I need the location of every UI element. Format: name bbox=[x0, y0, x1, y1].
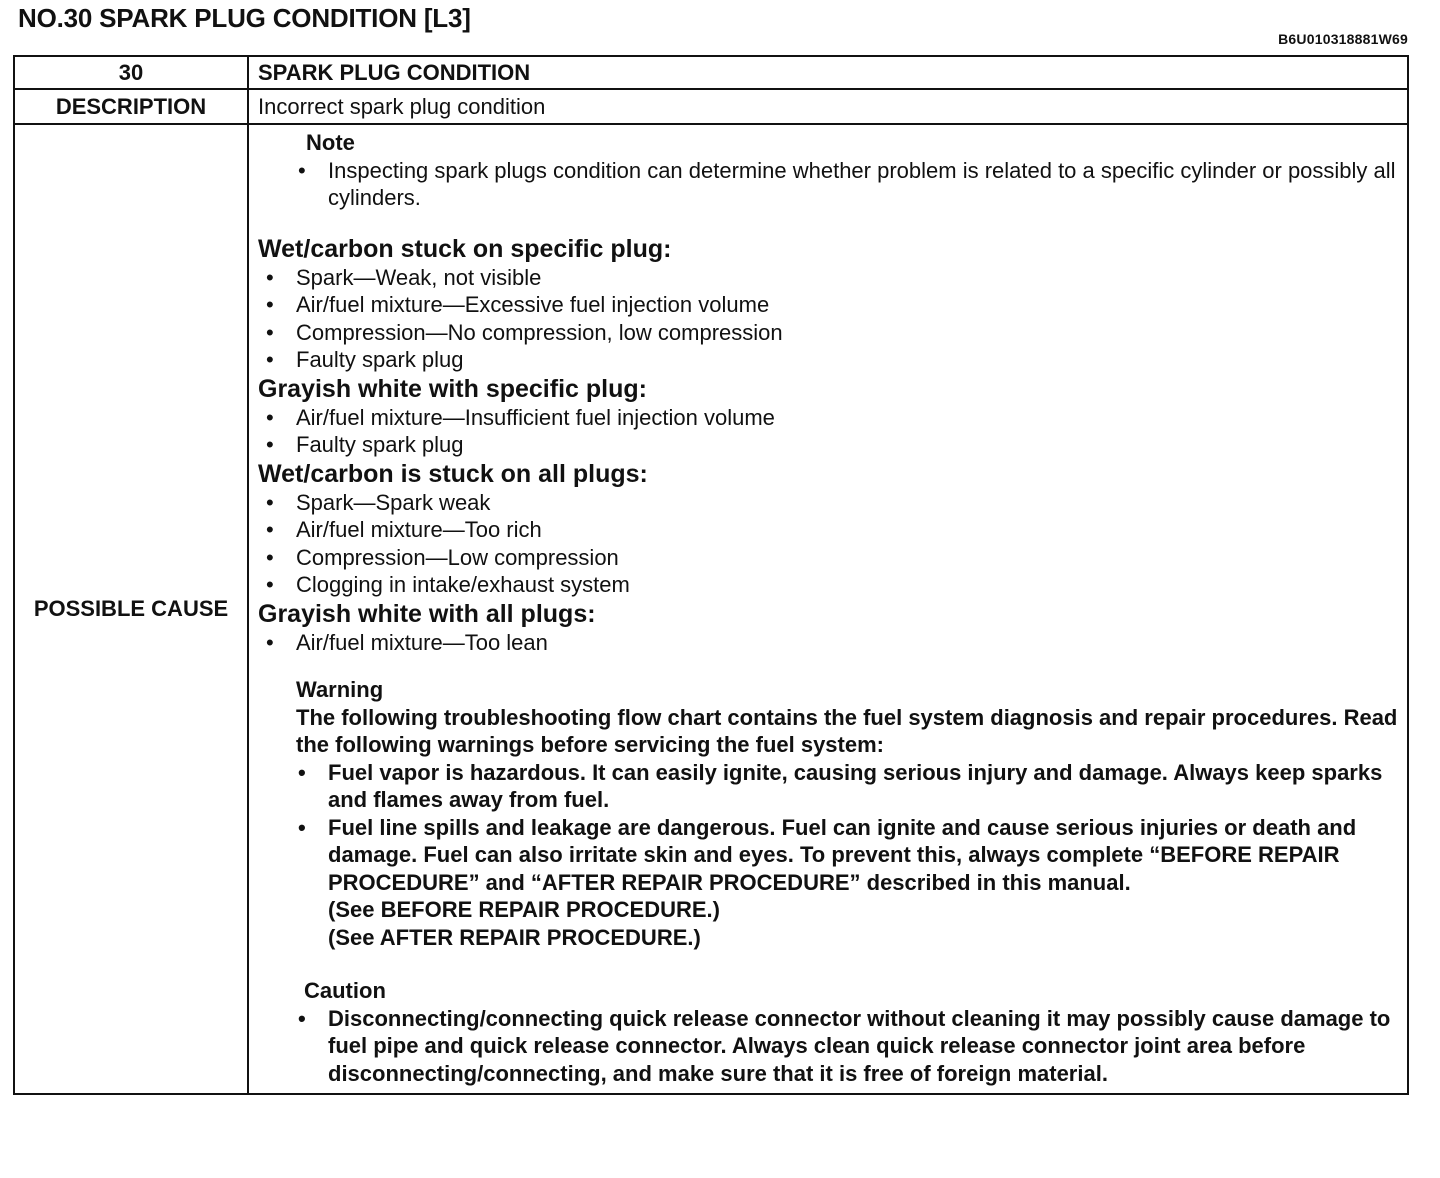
cause-group-gray-specific bbox=[258, 374, 1399, 459]
warning-item: • Fuel vapor is hazardous. It can easily ignite, causing serious injury and damage. Always keep sparks and flames away from fuel. bbox=[296, 759, 1399, 814]
table-row-header bbox=[14, 56, 1408, 89]
list-item: • Faulty spark plug bbox=[258, 346, 1399, 374]
warning-item-text: Fuel line spills and leakage are dangerous. Fuel can ignite and cause serious injuries or death and damage. Fuel can also irritate skin and eyes. To prevent this, always complete “BEFORE REPAIR PROCEDURE” and “AFTER REPAIR PROCEDURE” described in this manual. bbox=[328, 814, 1357, 895]
caution-title: Caution bbox=[304, 978, 386, 1003]
possible-cause-label: POSSIBLE CAUSE bbox=[14, 124, 248, 1094]
list-item: • Air/fuel mixture—Insufficient fuel injection volume bbox=[258, 404, 1399, 432]
caution-block bbox=[296, 977, 1399, 1087]
cause-heading: Grayish white with specific plug: bbox=[258, 374, 647, 403]
warning-title: Warning bbox=[296, 677, 384, 702]
note-title: Note bbox=[306, 130, 355, 155]
list-item: • Air/fuel mixture—Excessive fuel injection volume bbox=[258, 291, 1399, 319]
cause-group-gray-all bbox=[258, 599, 1399, 657]
table-row-description bbox=[14, 89, 1408, 124]
cause-heading: Wet/carbon is stuck on all plugs: bbox=[258, 459, 648, 488]
description-label: DESCRIPTION bbox=[14, 89, 248, 124]
note-item: • Inspecting spark plugs condition can determine whether problem is related to a specific cylinder or possibly all cylinders. bbox=[296, 157, 1399, 212]
cause-heading: Wet/carbon stuck on specific plug: bbox=[258, 234, 672, 263]
list-item: • Spark—Weak, not visible bbox=[258, 264, 1399, 292]
see-after-repair-link: (See AFTER REPAIR PROCEDURE.) bbox=[328, 924, 701, 950]
list-item: • Compression—No compression, low compression bbox=[258, 319, 1399, 347]
document-code: B6U010318881W69 bbox=[1278, 31, 1408, 47]
page-title: NO.30 SPARK PLUG CONDITION [L3] bbox=[18, 3, 471, 33]
note-block bbox=[296, 129, 1399, 212]
warning-item bbox=[296, 814, 1399, 952]
table-row-possible-cause bbox=[14, 124, 1408, 1094]
description-value: Incorrect spark plug condition bbox=[248, 89, 1408, 124]
list-item: • Spark—Spark weak bbox=[258, 489, 1399, 517]
list-item: • Air/fuel mixture—Too rich bbox=[258, 516, 1399, 544]
cause-group-wet-specific bbox=[258, 234, 1399, 374]
list-item: • Clogging in intake/exhaust system bbox=[258, 571, 1399, 599]
row-title-cell: SPARK PLUG CONDITION bbox=[248, 56, 1408, 89]
possible-cause-content bbox=[248, 124, 1408, 1094]
see-before-repair-link: (See BEFORE REPAIR PROCEDURE.) bbox=[328, 897, 720, 922]
cause-group-wet-all bbox=[258, 459, 1399, 599]
warning-intro: The following troubleshooting flow chart contains the fuel system diagnosis and repair procedures. Read the following warnings before servicing the fuel system: bbox=[296, 704, 1398, 757]
row-number-cell: 30 bbox=[14, 56, 248, 89]
list-item: • Compression—Low compression bbox=[258, 544, 1399, 572]
spark-plug-condition-table bbox=[13, 55, 1409, 1095]
warning-block bbox=[296, 676, 1399, 951]
cause-heading: Grayish white with all plugs: bbox=[258, 599, 596, 628]
caution-item: • Disconnecting/connecting quick release connector without cleaning it may possibly cause damage to fuel pipe and quick release connector. Always clean quick release connector joint area before disconnecting/connecting, and make sure that it is free of foreign material. bbox=[296, 1005, 1399, 1088]
list-item: • Air/fuel mixture—Too lean bbox=[258, 629, 1399, 657]
list-item: • Faulty spark plug bbox=[258, 431, 1399, 459]
